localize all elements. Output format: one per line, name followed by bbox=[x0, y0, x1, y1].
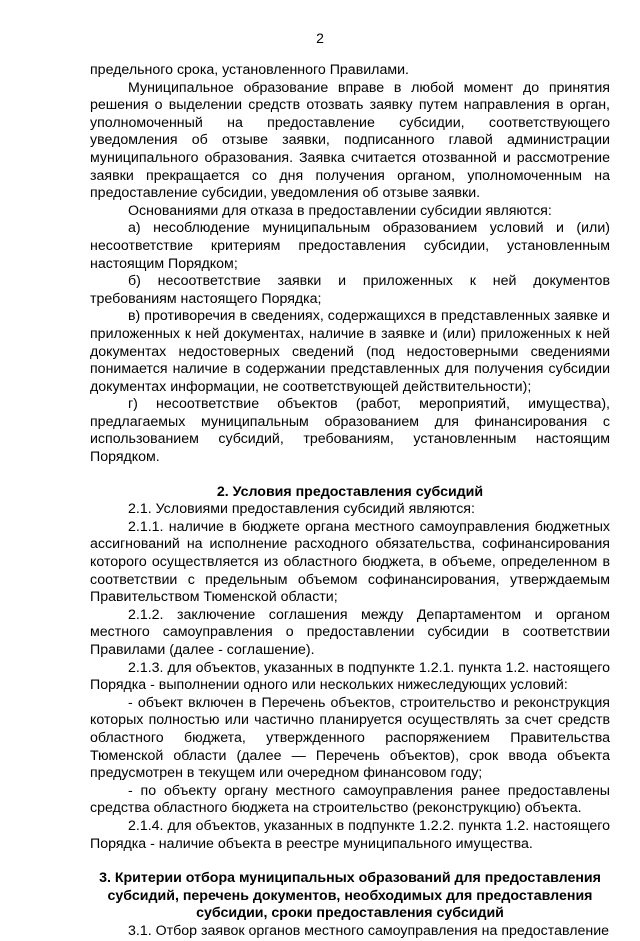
paragraph-ground-b: б) несоответствие заявки и приложенных к ней документов требованиям настоящего Порядка; bbox=[90, 273, 610, 307]
paragraph-2-1-3-item-2: - по объекту органу местного самоуправления ранее предоставлены средства областного бюджета на строительство (реконструкцию) объекта. bbox=[90, 782, 610, 817]
paragraph-2-1-2: 2.1.2. заключение соглашения между Департаментом и органом местного самоуправления о предоставлении субсидии в соответствии Правилами (далее - соглашение). bbox=[90, 606, 610, 658]
paragraph-ground-c: в) противоречия в сведениях, содержащихся в представленных заявке и приложенных к ней документах, наличие в заявке и (или) приложенных к ней документах недостоверных сведений (под недостоверными сведениями понимается наличие в содержании представленных для получения субсидии документах информации, не соответствующей действительности); bbox=[90, 308, 610, 395]
paragraph-ground-d: г) несоответствие объектов (работ, мероприятий, имущества), предлагаемых муниципальным образованием для финансирования с использованием субсидий, требованиям, установленным настоящим Порядком. bbox=[90, 396, 610, 466]
paragraph-2-1-3: 2.1.3. для объектов, указанных в подпункте 1.2.1. пункта 1.2. настоящего Порядка - выполнении одного или нескольких нижеследующих условий: bbox=[90, 659, 610, 694]
page-number: 2 bbox=[316, 30, 324, 46]
paragraph-withdrawal: Муниципальное образование вправе в любой момент до принятия решения о выделении средств отозвать заявку путем направления в орган, уполномоченный на предоставление субсидии, соответствующего уведомления об отзыве заявки, подписанного главой администрации муниципального образования. Заявка считается отозванной и рассмотрение заявки прекращается со дня получения органом, уполномоченным на предоставление субсидии, уведомления об отзыве заявки. bbox=[90, 79, 610, 202]
paragraph-refusal-grounds: Основаниями для отказа в предоставлении субсидии являются: bbox=[128, 202, 552, 219]
paragraph-continuation: предельного срока, установленного Правилами. bbox=[90, 62, 409, 78]
section-3-heading: 3. Критерии отбора муниципальных образований для предоставления субсидий, перечень документов, необходимых для предоставления субсидии, сроки предоставления субсидий bbox=[99, 870, 601, 922]
section-2-heading: 2. Условия предоставления субсидий bbox=[216, 483, 484, 500]
paragraph-2-1: 2.1. Условиями предоставления субсидий являются: bbox=[128, 501, 475, 518]
document-body bbox=[90, 62, 610, 941]
paragraph-2-1-3-item-1: - объект включен в Перечень объектов, строительство и реконструкция которых полностью или частично планируется осуществлять за счет средств областного бюджета, утвержденного распоряжением Правительства Тюменской области (далее — Перечень объектов), срок ввода объекта предусмотрен в текущем или очередном финансовом году; bbox=[90, 694, 610, 782]
paragraph-ground-a: а) несоблюдение муниципальным образованием условий и (или) несоответствие критериям предоставления субсидии, установленным настоящим Порядком; bbox=[90, 220, 610, 272]
paragraph-3-1: 3.1. Отбор заявок органов местного самоуправления на предоставление bbox=[128, 922, 610, 939]
paragraph-2-1-4: 2.1.4. для объектов, указанных в подпункте 1.2.2. пункта 1.2. настоящего Порядка - наличие объекта в реестре муниципального имущества. bbox=[90, 817, 610, 852]
paragraph-2-1-1: 2.1.1. наличие в бюджете органа местного самоуправления бюджетных ассигнований на исполнение расходного обязательства, софинансирования которого осуществляется из областного бюджета, в объеме, определенном в соответствии с предельным объемом софинансирования, утверждаемым Правительством Тюменской области; bbox=[90, 518, 610, 606]
